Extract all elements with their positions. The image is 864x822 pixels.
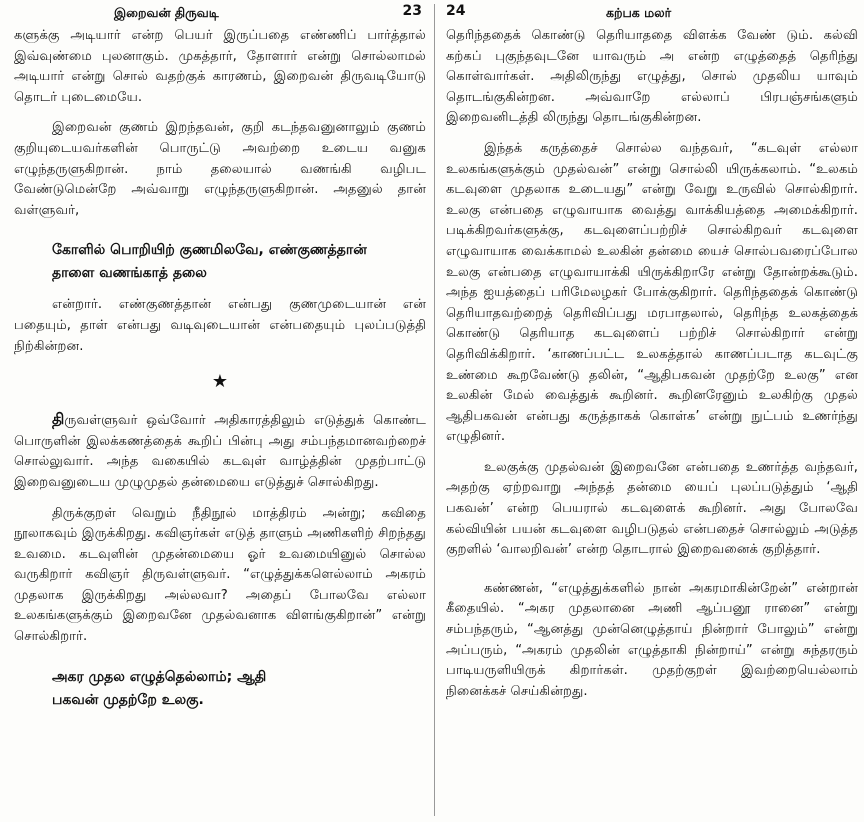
right-header-title: கற்பக மலர்	[606, 5, 672, 20]
left-running-head	[14, 0, 426, 26]
kural-verse-line-3: அகர முதல எழுத்தெல்லாம்; ஆதி	[52, 668, 267, 685]
left-paragraph-5: திருக்குறள் வெறும் நீதிநூல் மாத்திரம் அன்று; கவிதை நூலாகவும் இருக்கிறது. கவிஞர்கள் எடுத் தாளும் அணிகளிற் சிறந்தது உவமை. கடவுளின் முதன்மையை ஓர் உவமையினுல் சொல்ல வருகிறார் கவிஞர் திருவள்ளுவர். “எழுத்துக்களெல்லாம் அகரம் முதலாக இருக்கிறது அல்லவா? அதைப் போலவே எல்லா உலகங்களுக்கும் இறைவனே முதல்வனாக விளங்குகிறான்” என்று சொல்கிறார்.	[14, 505, 426, 645]
left-paragraph-4	[14, 409, 426, 493]
right-page-number: 24	[446, 3, 466, 19]
right-running-head	[446, 0, 858, 26]
kural-verse-line-2: தாளை வணங்காத் தலை	[52, 265, 207, 282]
right-paragraph-3: உலகுக்கு முதல்வன் இறைவனே என்பதை உணர்த்த வந்தவர், அதற்கு ஏற்றவாறு அந்தத் தன்மை யைப் புலப்படுத்தும் ‘ஆதி பகவன்’ என்ற பெயரால் கடவுளைக் கூறினர். அது போலவே கல்வியின் பயன் கடவுளை வழிபடுதல் என்பதைச் சொல்லும் அடுத்த குறளில் ‘வாலறிவன்’ என்ற தொடரால் இறைவனைக் குறித்தார்.	[446, 459, 858, 558]
left-paragraph-1: களுக்கு அடியார் என்ற பெயர் இருப்பதை எண்ணிப் பார்த்தால் இவ்வுண்மை புலனாகும். முகத்தார், தோளார் என்று சொல்லாமல் அடியார் என்று சொல் வதற்குக் காரணம், இறைவன் திருவடியோடு தொடர் புடைமையே.	[14, 28, 426, 105]
right-paragraph-1: தெரிந்ததைக் கொண்டு தெரியாததை விளக்க வேண் டும். கல்வி கற்கப் புகுந்தவுடனே யாவரும் அ என்ற எழுத்தைத் தெரிந்து கொள்வார்கள். அதிலிருந்து எழுத்து, சொல் முதலிய யாவும் தொடங்குகின்றன. அவ்வாறே எல்லாப் பிரபஞ்சங்களும் இறைவனிடத்தி லிருந்து தொடங்குகின்றன.	[446, 28, 858, 126]
page-divider	[434, 4, 435, 816]
kural-verse-line-1: கோளில் பொறியிற் குணமிலவே, எண்குணத்தான்	[52, 242, 367, 259]
right-paragraph-2: இந்தக் கருத்தைச் சொல்ல வந்தவர், “கடவுள் எல்லா உலகங்களுக்கும் முதல்வன்” என்று சொல்லி யிருக்கலாம். “உலகம் கடவுளை முதலாக உடையது” என்று வேறு உருவில் சொல்கிறார். உலகு என்பதை எழுவாயாக வைத்து வாக்கியத்தை அமைக்கிறார். படிக்கிறவர்களுக்கு, கடவுளைப்பற்றிச் சொல்கிறவர் கடவுளை எழுவாயாக வைக்காமல் உலகின் தன்மை யைச் சொல்பவரைப்போல உலகு என்பதை எழுவாயாக்கி யிருக்கிறாரே என்று தோன்றக்கூடும். அந்த ஐயத்தைப் பரிமேலழகர் போக்குகிறார். தெரிந்ததைக் கொண்டு தெரியாதவற்றைத் தெரிவிப்பது மரபாதலால், தெரிந்த உலகத்தைக் கொண்டு தெரியாத கடவுளைப் பற்றிச் சொல்கிறார் என்று தெரிவிக்கிறார். ‘காணப்பட்ட உலகத்தால் காணப்படாத கடவுட்கு உண்மை கூறவேண்டு தலின், “ஆதிபகவன் முதற்றே உலகு” என உலகின் மேல் வைத்துக் கூறினர். கூறினரேனும் உலகிற்கு முதல் ஆதிபகவன் என்பது கருத்தாகக் கொள்க’ என்று நுட்பம் உணர்ந்து எழுதினர்.	[446, 140, 858, 445]
paragraph-initial: தி	[52, 410, 65, 429]
section-star-icon: ★	[211, 371, 229, 393]
right-paragraph-4: கண்ணன், “எழுத்துக்களில் நான் அகரமாகின்றேன்” என்றான் கீதையில். “அகர முதலானை அணி ஆப்பனூ ரானை” என்று சம்பந்தரும், “ஆனத்து முன்னெழுத்தாய் நின்றார் போலும்” என்று அப்பரும், “அகரம் முதலின் எழுத்தாகி நின்றாய்” என்று சுந்தரரும் பாடியருளியிருக் கிறார்கள். முதற்குறள் இவற்றையெல்லாம் நினைக்கச் செய்கின்றது.	[446, 580, 858, 699]
left-paragraph-2: இறைவன் குணம் இறந்தவன், குறி கடந்தவனுனாலும் குணம் குறியுடையவர்களின் பொருட்டு அவற்றை உடைய வனுக எழுந்தருளுகிறான். நாம் தலையால் வணங்கி வழிபட வேண்டுமென்றே அவ்வாறு எழுந்தருளுகிறான். அதனுல் தான் வள்ளுவர்,	[14, 120, 426, 218]
left-paragraph-4-text: ருவள்ளுவர் ஒவ்வோர் அதிகாரத்திலும் எடுத்துக் கொண்ட பொருளின் இலக்கணத்தைக் கூறிப் பின்பு அது சம்பந்தமானவற்றைச் சொல்லுவார். அந்த வகையில் கடவுள் வாழ்த்தின் முதற்பாட்டு இறைவனுடைய முழுமுதல் தன்மையை எடுத்துச் சொல்கிறது.	[14, 413, 426, 490]
left-page-number: 23	[402, 3, 422, 19]
left-header-title: இறைவன் திருவடி	[114, 5, 219, 20]
right-page	[436, 0, 864, 822]
kural-verse-line-4: பகவன் முதற்றே உலகு.	[52, 691, 204, 708]
left-paragraph-3: என்றார். எண்குணத்தான் என்பது குணமுடையான் என் பதையும், தாள் என்பது வடிவுடையான் என்பதையும் புலப்படுத்தி நிற்கின்றன.	[14, 297, 426, 354]
